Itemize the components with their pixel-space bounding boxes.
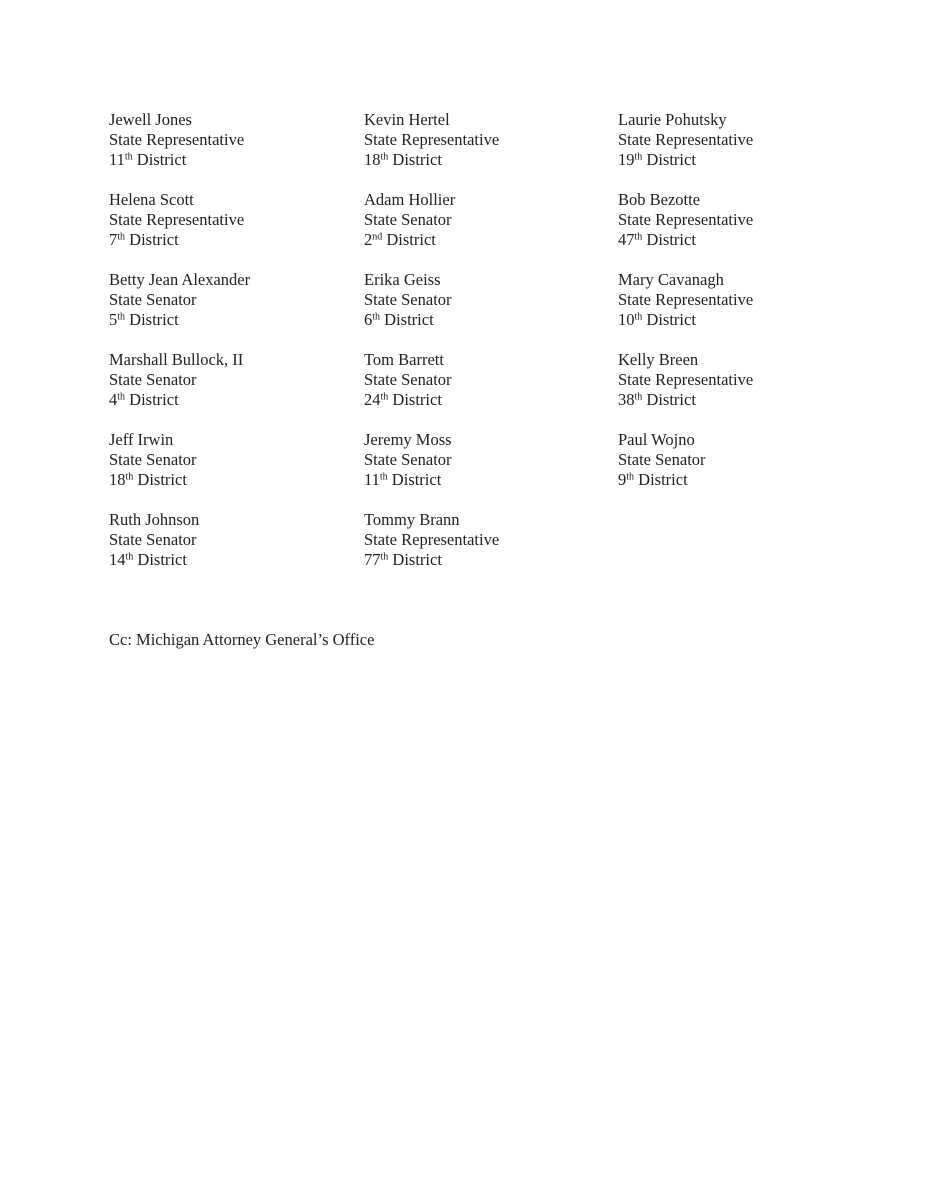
signatory-title: State Senator (109, 450, 197, 469)
signatory-title: State Senator (109, 290, 197, 309)
signatory-entry (618, 350, 829, 410)
signatory-title: State Representative (618, 210, 754, 229)
signatory-name: Mary Cavanagh (618, 270, 724, 289)
district-label: District (392, 150, 442, 169)
signatory-entry (109, 510, 364, 570)
district-ordinal-suffix: th (117, 391, 126, 403)
district-label: District (129, 230, 179, 249)
signatory-district (109, 230, 364, 250)
signatory-title: State Representative (618, 130, 754, 149)
district-label: District (392, 390, 442, 409)
signatory-district (109, 550, 364, 570)
district-ordinal-suffix: th (380, 391, 389, 403)
district-label: District (646, 150, 696, 169)
signatory-district (109, 150, 364, 170)
signatory-name: Betty Jean Alexander (109, 270, 251, 289)
signatory-district (364, 390, 618, 410)
district-label: District (646, 230, 696, 249)
signatory-entry (618, 430, 829, 490)
signatory-entry (364, 510, 618, 570)
signatory-name: Tommy Brann (364, 510, 460, 529)
district-ordinal-suffix: th (634, 391, 643, 403)
district-ordinal-suffix: th (380, 151, 389, 163)
signatory-district (364, 230, 618, 250)
signatory-entry (618, 270, 829, 330)
signatory-name: Jeremy Moss (364, 430, 452, 449)
district-label: District (384, 310, 434, 329)
district-number: 7 (109, 230, 118, 249)
signatory-name: Bob Bezotte (618, 190, 701, 209)
district-label: District (386, 230, 436, 249)
signatory-district (364, 150, 618, 170)
district-number: 19 (618, 150, 635, 169)
district-ordinal-suffix: th (124, 151, 133, 163)
signatory-entry (109, 270, 364, 330)
signatory-district (618, 390, 829, 410)
district-label: District (137, 550, 187, 569)
district-number: 18 (364, 150, 381, 169)
signatory-entry (109, 350, 364, 410)
signatory-title: State Representative (109, 130, 245, 149)
district-ordinal-suffix: nd (372, 231, 383, 243)
signatory-title: State Senator (364, 290, 452, 309)
signatory-title: State Senator (618, 450, 706, 469)
signatory-title: State Representative (618, 290, 754, 309)
district-ordinal-suffix: th (125, 551, 134, 563)
district-label: District (136, 150, 187, 169)
cc-line: Cc: Michigan Attorney General’s Office (109, 630, 375, 649)
district-label: District (129, 310, 179, 329)
signatory-name: Jeff Irwin (109, 430, 174, 449)
district-number: 10 (618, 310, 635, 329)
district-number: 4 (109, 390, 118, 409)
signatory-name: Erika Geiss (364, 270, 441, 289)
signatory-name: Jewell Jones (109, 110, 192, 129)
signatory-name: Kelly Breen (618, 350, 699, 369)
signatory-name: Helena Scott (109, 190, 194, 209)
district-number: 38 (618, 390, 635, 409)
district-number: 5 (109, 310, 118, 329)
signatory-title: State Representative (364, 130, 500, 149)
signatory-district (364, 550, 618, 570)
signatory-name: Adam Hollier (364, 190, 456, 209)
signatory-name: Kevin Hertel (364, 110, 450, 129)
district-label: District (391, 470, 442, 489)
district-number: 9 (618, 470, 627, 489)
district-number: 6 (364, 310, 373, 329)
district-number: 77 (364, 550, 381, 569)
signatory-title: State Senator (364, 450, 452, 469)
district-ordinal-suffix: th (125, 471, 134, 483)
district-ordinal-suffix: th (634, 231, 643, 243)
signatory-list (109, 110, 829, 570)
district-number: 14 (109, 550, 126, 569)
signatory-entry (364, 350, 618, 410)
district-label: District (129, 390, 179, 409)
signatory-name: Tom Barrett (364, 350, 444, 369)
district-number: 47 (618, 230, 635, 249)
signatory-title: State Senator (109, 530, 197, 549)
signatory-district (109, 310, 364, 330)
signatory-district (109, 390, 364, 410)
district-ordinal-suffix: th (117, 311, 126, 323)
district-ordinal-suffix: th (626, 471, 635, 483)
signatory-name: Marshall Bullock, II (109, 350, 244, 369)
signatory-district (364, 470, 618, 490)
signatory-title: State Senator (109, 370, 197, 389)
signatory-entry (618, 190, 829, 250)
signatory-title: State Representative (364, 530, 500, 549)
signatory-entry (364, 190, 618, 250)
district-ordinal-suffix: th (372, 311, 381, 323)
signatory-district (109, 470, 364, 490)
signatory-entry (364, 430, 618, 490)
district-label: District (638, 470, 688, 489)
district-ordinal-suffix: th (634, 151, 643, 163)
signatory-title: State Senator (364, 370, 452, 389)
district-label: District (137, 470, 187, 489)
signatory-district (618, 470, 829, 490)
signatory-district (618, 150, 829, 170)
signatory-entry (618, 110, 829, 170)
signatory-entry (109, 430, 364, 490)
signatory-name: Laurie Pohutsky (618, 110, 727, 129)
district-ordinal-suffix: th (379, 471, 388, 483)
signatory-entry (109, 110, 364, 170)
district-ordinal-suffix: th (117, 231, 126, 243)
district-label: District (646, 390, 696, 409)
signatory-name: Ruth Johnson (109, 510, 200, 529)
signatory-entry (109, 190, 364, 250)
district-ordinal-suffix: th (634, 311, 643, 323)
district-number: 2 (364, 230, 373, 249)
district-label: District (646, 310, 696, 329)
district-label: District (392, 550, 442, 569)
signatory-name: Paul Wojno (618, 430, 695, 449)
signatory-district (618, 310, 829, 330)
district-number: 11 (364, 470, 380, 489)
district-number: 18 (109, 470, 126, 489)
district-ordinal-suffix: th (380, 551, 389, 563)
signatory-entry (364, 110, 618, 170)
signatory-title: State Representative (109, 210, 245, 229)
signatory-title: State Senator (364, 210, 452, 229)
signatory-entry (364, 270, 618, 330)
district-number: 24 (364, 390, 381, 409)
signatory-district (618, 230, 829, 250)
signatory-district (364, 310, 618, 330)
district-number: 11 (109, 150, 125, 169)
signatory-title: State Representative (618, 370, 754, 389)
